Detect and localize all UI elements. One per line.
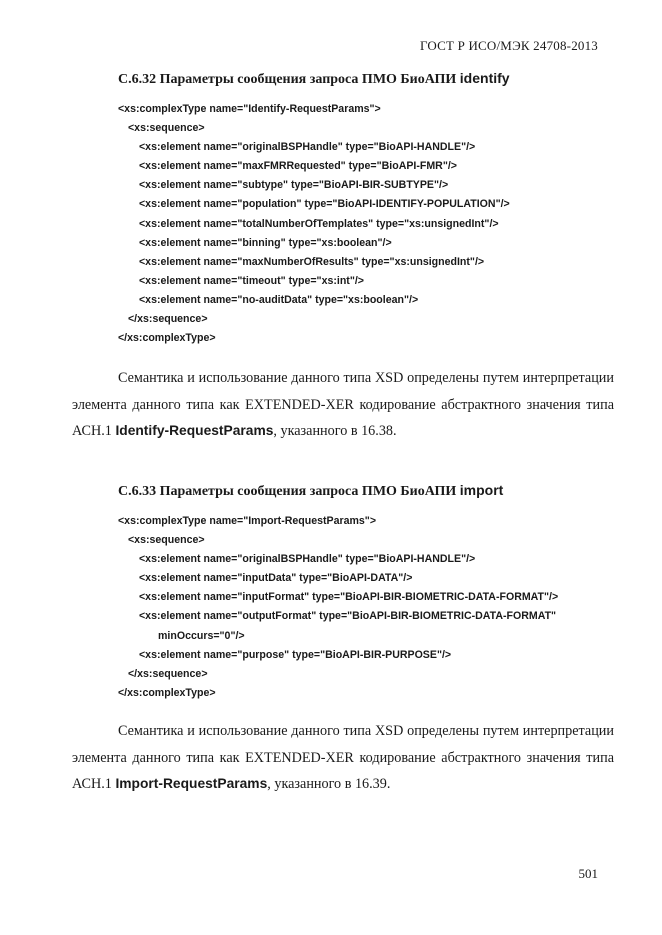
code-line: </xs:complexType> bbox=[118, 686, 216, 699]
paragraph-text: Семантика и использование данного типа XSD определены путем интерпретации элемента данного типа как EXTENDED-XER кодирование абстрактного значения типа АСН.1 bbox=[72, 370, 614, 439]
code-line: <xs:element name="totalNumberOfTemplates" type="xs:unsignedInt"/> bbox=[139, 217, 499, 230]
code-line: <xs:complexType name="Identify-RequestParams"> bbox=[118, 103, 381, 115]
code-line: <xs:element name="purpose" type="BioAPI-BIR-PURPOSE"/> bbox=[139, 648, 452, 661]
paragraph-text: Семантика и использование данного типа XSD определены путем интерпретации элемента данного типа как EXTENDED-XER кодирование абстрактного значения типа АСН.1 bbox=[72, 723, 614, 792]
section-title-keyword: import bbox=[459, 482, 504, 498]
code-line: <xs:element name="inputFormat" type="BioAPI-BIR-BIOMETRIC-DATA-FORMAT"/> bbox=[139, 591, 559, 604]
paragraph-term: Import-RequestParams bbox=[115, 776, 268, 791]
section-title-text: С.6.32 Параметры сообщения запроса ПМО БиоАПИ bbox=[118, 72, 457, 87]
section-title-text: С.6.33 Параметры сообщения запроса ПМО БиоАПИ bbox=[118, 484, 457, 499]
code-line: <xs:sequence> bbox=[128, 534, 205, 547]
document-header: ГОСТ Р ИСО/МЭК 24708-2013 bbox=[419, 38, 598, 53]
code-block-identify bbox=[118, 100, 510, 348]
page-number: 501 bbox=[578, 866, 598, 881]
section-title-identify bbox=[118, 70, 510, 88]
code-line: </xs:sequence> bbox=[128, 313, 208, 326]
code-line: <xs:element name="maxFMRRequested" type="BioAPI-FMR"/> bbox=[139, 160, 457, 173]
code-block-import bbox=[118, 512, 558, 703]
code-line: <xs:element name="timeout" type="xs:int"/> bbox=[139, 274, 364, 287]
code-line: <xs:element name="originalBSPHandle" type="BioAPI-HANDLE"/> bbox=[139, 141, 476, 154]
code-line: <xs:element name="subtype" type="BioAPI-BIR-SUBTYPE"/> bbox=[139, 179, 449, 192]
code-line: minOccurs="0"/> bbox=[158, 629, 245, 642]
paragraph-import bbox=[72, 718, 614, 798]
code-line: <xs:element name="originalBSPHandle" type="BioAPI-HANDLE"/> bbox=[139, 553, 476, 566]
code-line: <xs:element name="outputFormat" type="BioAPI-BIR-BIOMETRIC-DATA-FORMAT" bbox=[139, 610, 557, 623]
paragraph-text-end: , указанного в 16.39. bbox=[267, 776, 391, 792]
paragraph-text-end: , указанного в 16.38. bbox=[273, 423, 397, 439]
paragraph-identify bbox=[72, 365, 614, 445]
code-line: <xs:element name="population" type="BioAPI-IDENTIFY-POPULATION"/> bbox=[139, 198, 510, 211]
paragraph-term: Identify-RequestParams bbox=[115, 423, 274, 438]
code-line: <xs:element name="no-auditData" type="xs:boolean"/> bbox=[139, 293, 419, 306]
code-line: </xs:sequence> bbox=[128, 667, 208, 680]
code-line: </xs:complexType> bbox=[118, 332, 216, 345]
section-title-keyword: identify bbox=[459, 70, 510, 86]
section-title-import bbox=[118, 482, 503, 500]
code-line: <xs:element name="inputData" type="BioAPI-DATA"/> bbox=[139, 572, 413, 585]
code-line: <xs:element name="maxNumberOfResults" type="xs:unsignedInt"/> bbox=[139, 255, 485, 268]
code-line: <xs:complexType name="Import-RequestParams"> bbox=[118, 515, 377, 527]
code-line: <xs:element name="binning" type="xs:boolean"/> bbox=[139, 236, 392, 249]
code-line: <xs:sequence> bbox=[128, 122, 205, 135]
